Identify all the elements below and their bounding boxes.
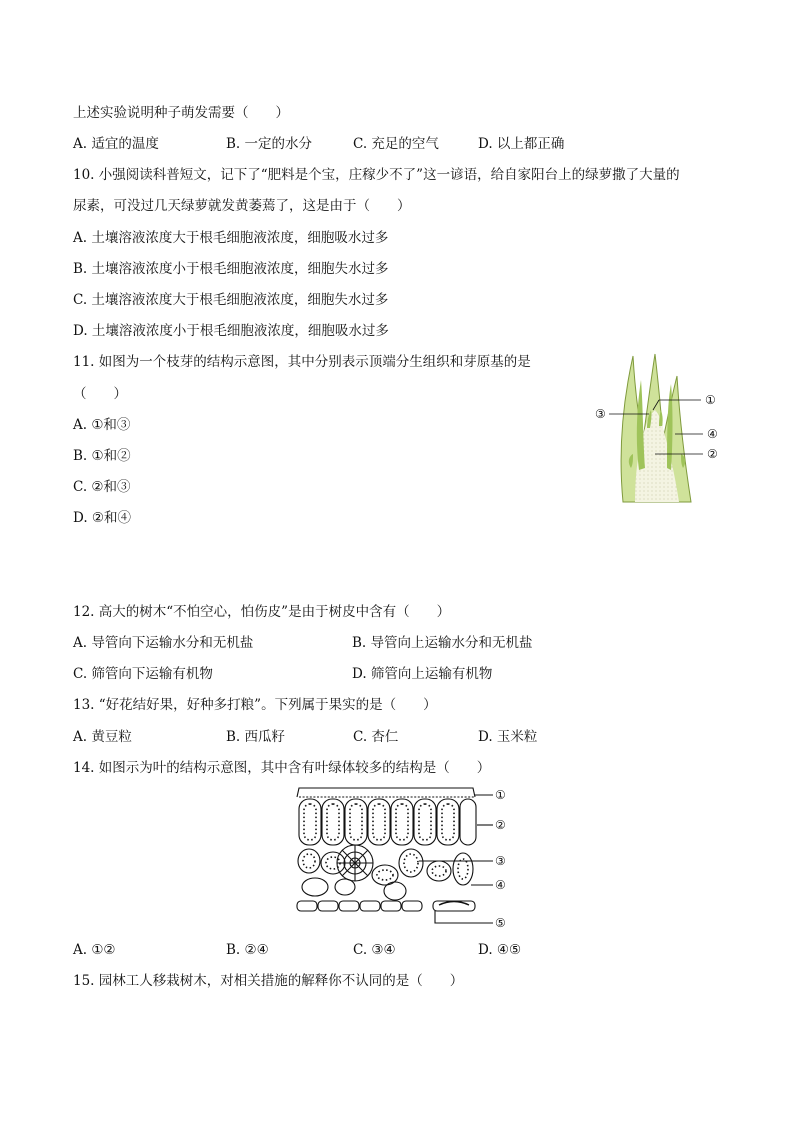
q10-option-a: A. 土壤溶液浓度大于根毛细胞液浓度，细胞吸水过多 xyxy=(73,230,389,246)
q14-option-a: A. ①② xyxy=(73,942,116,958)
q9-tail: 上述实验说明种子萌发需要（ ） xyxy=(73,105,289,121)
q13-stem: 13. “好花结好果，好种多打粮”。下列属于果实的是（ ） xyxy=(73,697,437,713)
vein xyxy=(337,845,373,881)
q14-option-b: B. ②④ xyxy=(226,942,269,958)
q9-option-d: D. 以上都正确 xyxy=(478,136,565,152)
q12-option-b: B. 导管向上运输水分和无机盐 xyxy=(352,635,533,651)
palisade-layer xyxy=(299,799,476,845)
q9-option-b: B. 一定的水分 xyxy=(226,136,313,152)
leaf-label-4: ④ xyxy=(495,878,506,892)
q14-stem: 14. 如图示为叶的结构示意图，其中含有叶绿体较多的结构是（ ） xyxy=(73,760,491,776)
q10-stem-line2: 尿素，可没过几天绿萝就发黄萎蔫了，这是由于（ ） xyxy=(73,198,411,214)
q10-option-c: C. 土壤溶液浓度大于根毛细胞液浓度，细胞失水过多 xyxy=(73,292,389,308)
q10-stem-line1: 10. 小强阅读科普短文，记下了“肥料是个宝，庄稼少不了”这一谚语，给自家阳台上的绿萝撒了大量的 xyxy=(73,167,680,183)
lower-epidermis xyxy=(297,901,475,911)
q15-stem: 15. 园林工人移栽树木，对相关措施的解释你不认同的是（ ） xyxy=(73,973,464,989)
q9-option-a: A. 适宜的温度 xyxy=(73,136,159,152)
q11-option-d: D. ②和④ xyxy=(73,510,132,526)
q11-stem-line2: （ ） xyxy=(73,386,127,402)
leaf-label-5: ⑤ xyxy=(495,916,506,930)
q10-option-b: B. 土壤溶液浓度小于根毛细胞液浓度，细胞失水过多 xyxy=(73,261,389,277)
bud-label-2: ② xyxy=(707,447,718,461)
leaf-label-1: ① xyxy=(495,788,506,802)
leaf-structure-figure xyxy=(285,783,525,933)
q12-option-c: C. 筛管向下运输有机物 xyxy=(73,666,213,682)
q13-option-d: D. 玉米粒 xyxy=(478,729,538,745)
leaf-primordium-right xyxy=(667,384,673,470)
q12-option-d: D. 筛管向上运输有机物 xyxy=(352,666,493,682)
leaf-label-2: ② xyxy=(495,818,506,832)
q12-option-a: A. 导管向下运输水分和无机盐 xyxy=(73,635,254,651)
q12-stem: 12. 高大的树木“不怕空心，怕伤皮”是由于树皮中含有（ ） xyxy=(73,604,451,620)
q9-option-c: C. 充足的空气 xyxy=(353,136,439,152)
bud-label-4: ④ xyxy=(707,427,718,441)
q11-option-a: A. ①和③ xyxy=(73,417,131,433)
stoma xyxy=(439,902,469,906)
spongy-layer xyxy=(298,849,473,900)
leaf-primordium-left xyxy=(637,380,645,470)
upper-epidermis xyxy=(297,788,475,797)
q11-stem-line1: 11. 如图为一个枝芽的结构示意图，其中分别表示顶端分生组织和芽原基的是 xyxy=(73,354,531,370)
q14-option-d: D. ④⑤ xyxy=(478,942,522,958)
bud-label-3: ③ xyxy=(595,407,606,421)
q10-option-d: D. 土壤溶液浓度小于根毛细胞液浓度，细胞吸水过多 xyxy=(73,323,389,339)
leaf-label-3: ③ xyxy=(495,854,506,868)
bud-label-1: ① xyxy=(705,393,716,407)
q11-option-c: C. ②和③ xyxy=(73,479,131,495)
q14-option-c: C. ③④ xyxy=(353,942,396,958)
q11-option-b: B. ①和② xyxy=(73,448,131,464)
q13-option-b: B. 西瓜籽 xyxy=(226,729,286,745)
q13-option-a: A. 黄豆粒 xyxy=(73,729,132,745)
q13-option-c: C. 杏仁 xyxy=(353,729,399,745)
bud-structure-figure xyxy=(595,350,735,505)
